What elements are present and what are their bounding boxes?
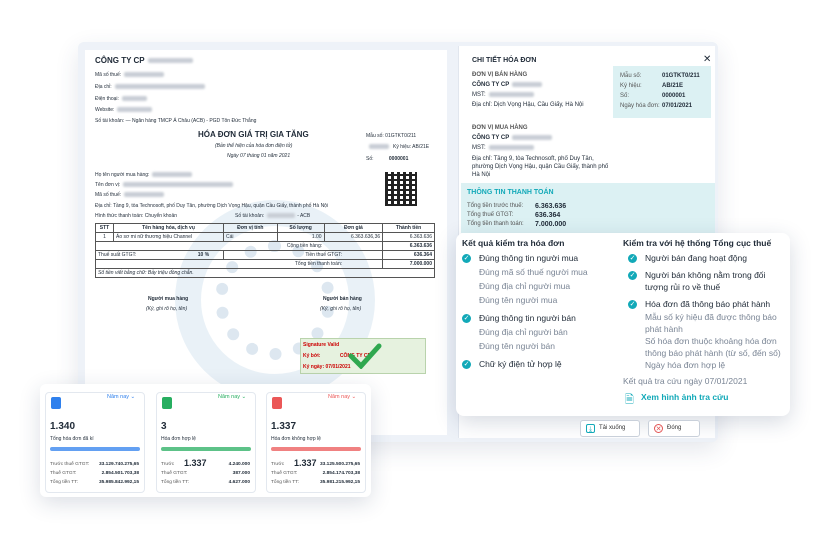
result-item: Đúng tên người bán xyxy=(479,341,556,351)
meta-value: 07/01/2021 xyxy=(662,103,693,109)
close-circle-icon: ✕ xyxy=(655,426,662,433)
buyer-address: Địa chỉ: Tầng 9, tòa Technosoft, phố Duy Tân, phường Dịch Vọng Hậu, quận Cầu Giấy, thành phố Hà Nội xyxy=(95,203,329,209)
card-label: Hóa đơn không hợp lệ xyxy=(271,436,321,442)
col-amount: Thành tiền xyxy=(383,224,435,233)
pay-value: 7.000.000 xyxy=(535,221,567,228)
card-label: Hóa đơn hợp lệ xyxy=(161,436,196,442)
seller-section-head: ĐƠN VỊ BÁN HÀNG xyxy=(472,72,528,78)
result-item: Mẫu số ký hiệu đã được thông báo xyxy=(645,312,777,322)
meta-value: AB/21E xyxy=(662,83,684,89)
card-row-label: Tổng tiền TT: xyxy=(50,480,78,485)
check-document-icon xyxy=(162,397,172,409)
total-value: 7.000.000 xyxy=(383,260,435,269)
total-label: Tổng tiền thanh toán: xyxy=(96,260,383,269)
col-unit: Đơn vị tính xyxy=(224,224,278,233)
pay-label: Tổng tiền trước thuế: xyxy=(467,203,524,209)
check-circle-icon: ✓ xyxy=(463,255,470,262)
card-bar xyxy=(161,447,251,451)
seller-no-risk-2: tượng rủi ro về thuế xyxy=(645,282,721,292)
panel-buyer-company: CÔNG TY CP xyxy=(472,135,552,141)
vat-amount-label: Tiền thuế GTGT: xyxy=(224,251,383,260)
check-circle-icon: ✓ xyxy=(629,255,636,262)
signature-ok: Chữ ký điện tử hợp lệ xyxy=(479,359,562,369)
check-circle-icon: ✓ xyxy=(629,272,636,279)
invoice-announced: Hóa đơn đã thông báo phát hành xyxy=(645,299,771,309)
meta-label: Mẫu số: xyxy=(620,73,642,79)
seller-signature-label: Người bán hàng xyxy=(323,296,362,302)
cell-price: 6.363.636,36 xyxy=(324,233,383,242)
buyer-signature-label: Người mua hàng xyxy=(148,296,189,302)
card-bar xyxy=(50,447,140,451)
result-item: thông báo phát hành (từ số, đến số) xyxy=(645,348,781,358)
meta-label: Ngày hóa đơn: xyxy=(620,103,660,109)
cell-qty: 1.00 xyxy=(277,233,324,242)
vat-amount-value: 636.364 xyxy=(383,251,435,260)
result-item: Đúng mã số thuế người mua xyxy=(479,267,588,277)
invoice-series: Ký hiệu: AB/21E xyxy=(366,144,429,150)
card-value: 3 xyxy=(161,421,167,432)
card-row-label: Thuế GTGT: xyxy=(271,471,298,476)
panel-buyer-mst: MST: xyxy=(472,145,534,151)
card-big-value: 1.337 xyxy=(294,458,317,468)
invoice-title: HÓA ĐƠN GIÁ TRỊ GIA TĂNG xyxy=(198,130,309,139)
total-row xyxy=(96,260,435,269)
card-value: 1.337 xyxy=(271,421,297,432)
buyer-section-head: ĐƠN VỊ MUA HÀNG xyxy=(472,125,528,131)
subtotal-row xyxy=(96,242,435,251)
vat-row xyxy=(96,251,435,260)
meta-value: 01GTKT0/211 xyxy=(662,73,700,79)
buyer-signature-note: (Ký, ghi rõ họ, tên) xyxy=(146,306,188,312)
col-qty: Số lượng xyxy=(277,224,324,233)
invoice-number: Số: 0000001 xyxy=(366,156,409,162)
signature-signer: Ký bởi: CÔNG TY CP xyxy=(303,353,371,359)
invoice-subtitle: (Bản thể hiện của hóa đơn điện tử) xyxy=(215,143,293,149)
signature-date: Ký ngày: 07/01/2021 xyxy=(303,364,351,370)
cell-amount: 6.363.636 xyxy=(383,233,435,242)
x-document-icon xyxy=(272,397,282,409)
cell-unit: Cái xyxy=(224,233,278,242)
buyer-name: Họ tên người mua hàng: xyxy=(95,172,192,178)
seller-info-ok: Đúng thông tin người bán xyxy=(479,313,576,323)
view-lookup-image-link[interactable]: Xem hình ảnh tra cứu xyxy=(641,392,729,402)
card-row-value: 33.125.500.275,65 xyxy=(319,462,360,467)
buyer-mst: Mã số thuế: xyxy=(95,192,164,198)
card-row-value: 33.129.740.275,65 xyxy=(98,462,139,467)
amount-in-words: Số tiền viết bằng chữ: Bảy triệu đồng chẵn. xyxy=(96,269,435,278)
pay-value: 6.363.636 xyxy=(535,203,567,210)
seller-address: Địa chỉ: xyxy=(95,84,205,90)
meta-label: Số: xyxy=(620,93,630,99)
pay-value: 636.364 xyxy=(535,212,561,219)
seller-website: Website: xyxy=(95,107,152,113)
close-icon[interactable]: ✕ xyxy=(703,54,712,65)
table-row xyxy=(96,233,435,242)
payment-head: THÔNG TIN THANH TOÁN xyxy=(467,189,554,196)
card-row-label: Trước thuế GTGT: xyxy=(50,462,90,467)
result-item: phát hành xyxy=(645,324,683,334)
period-dropdown[interactable]: Năm nay ⌄ xyxy=(328,394,357,400)
period-dropdown[interactable]: Năm nay ⌄ xyxy=(218,394,247,400)
card-row-label: Trước xyxy=(271,462,285,467)
check-circle-icon: ✓ xyxy=(463,361,470,368)
result-item: Đúng địa chỉ người bán xyxy=(479,327,568,337)
seller-no-risk: Người bán không nằm trong đối xyxy=(645,270,766,280)
download-button[interactable]: ⤓ Tải xuống xyxy=(580,420,640,437)
card-row-label: Thuế GTGT: xyxy=(161,471,188,476)
checkmark-icon xyxy=(348,343,382,369)
card-label: Tổng hóa đơn đã kí xyxy=(50,436,94,442)
close-button[interactable]: ✕ Đóng xyxy=(648,420,700,437)
seller-signature-note: (Ký, ghi rõ họ, tên) xyxy=(320,306,362,312)
pay-label: Tổng tiền thanh toán: xyxy=(467,221,524,227)
col-item: Tên hàng hóa, dịch vụ xyxy=(114,224,224,233)
seller-bank: Số tài khoản: — Ngân hàng TMCP Á Châu (ACB) - PGD Tôn Đức Thắng xyxy=(95,118,257,124)
card-row-value: 2.854.174.703,38 xyxy=(322,471,360,476)
card-row-label: Trước xyxy=(161,462,175,467)
card-row-value: 35.981.215.992,15 xyxy=(319,480,360,485)
cell-stt: 1 xyxy=(96,233,114,242)
card-row-label: Tổng tiền TT: xyxy=(161,480,189,485)
subtotal-value: 6.363.636 xyxy=(383,242,435,251)
panel-seller-mst: MST: xyxy=(472,92,534,98)
panel-seller-address: Địa chỉ: Dịch Vọng Hậu, Cầu Giấy, Hà Nội xyxy=(472,102,584,108)
invoice-company: CÔNG TY CP xyxy=(95,58,193,64)
result-item: Đúng địa chỉ người mua xyxy=(479,281,571,291)
result-item: Số hóa đơn thuộc khoảng hóa đơn xyxy=(645,336,777,346)
results-right-head: Kiểm tra với hệ thống Tổng cục thuế xyxy=(623,238,772,248)
buyer-info-ok: Đúng thông tin người mua xyxy=(479,253,579,263)
seller-active: Người bán đang hoạt động xyxy=(645,253,748,263)
invoice-form: Mẫu số: 01GTKT0/211 xyxy=(366,133,417,139)
words-row xyxy=(96,269,435,278)
card-row-value: 4.627.000 xyxy=(228,480,250,485)
card-big-value: 1.337 xyxy=(184,458,207,468)
table-header xyxy=(96,224,435,233)
card-bar xyxy=(271,447,361,451)
panel-title: CHI TIẾT HÓA ĐƠN xyxy=(472,57,537,64)
buyer-unit: Tên đơn vị: xyxy=(95,182,233,188)
invoice-items-table xyxy=(95,223,435,278)
check-circle-icon: ✓ xyxy=(629,301,636,308)
card-row-value: 35.985.842.992,15 xyxy=(98,480,139,485)
card-row-value: 4.240.000 xyxy=(228,462,250,467)
lookup-result-date: Kết quả tra cứu ngày 07/01/2021 xyxy=(623,376,748,386)
result-item: Ngày hóa đơn hợp lệ xyxy=(645,360,726,370)
card-row-value: 387.000 xyxy=(232,471,250,476)
col-price: Đơn giá xyxy=(324,224,383,233)
results-left-head: Kết quả kiểm tra hóa đơn xyxy=(462,238,565,248)
document-icon xyxy=(51,397,61,409)
panel-seller-company: CÔNG TY CP xyxy=(472,82,542,88)
qr-code xyxy=(385,172,417,206)
meta-label: Ký hiệu: xyxy=(620,83,642,89)
panel-buyer-address: Địa chỉ: Tầng 9, tòa Technosoft, phố Duy Tân, phường Dịch Vọng Hậu, quận Cầu Giấy, thành phố Hà Nội xyxy=(472,156,609,178)
seller-mst: Mã số thuế: xyxy=(95,72,164,78)
subtotal-label: Cộng tiền hàng: xyxy=(96,242,383,251)
cell-item: Áo sơ mi nữ thương hiệu Channel xyxy=(114,233,224,242)
card-row-label: Thuế GTGT: xyxy=(50,471,77,476)
result-item: Đúng tên người mua xyxy=(479,295,558,305)
card-row-value: 2.854.501.703,38 xyxy=(101,471,139,476)
file-check-icon: 🗎 xyxy=(625,394,634,406)
download-icon: ⤓ xyxy=(586,424,595,433)
check-circle-icon: ✓ xyxy=(463,315,470,322)
payment-method: Hình thức thanh toán: Chuyển khoản xyxy=(95,213,178,219)
pay-label: Tổng thuế GTGT: xyxy=(467,212,514,218)
card-row-label: Tổng tiền TT: xyxy=(271,480,299,485)
buyer-account: Số tài khoản: - ACB xyxy=(235,213,311,219)
signature-valid: Signature Valid xyxy=(303,342,340,348)
seller-phone: Điện thoại: xyxy=(95,96,147,102)
card-value: 1.340 xyxy=(50,421,76,432)
period-dropdown[interactable]: Năm nay ⌄ xyxy=(107,394,136,400)
col-stt: STT xyxy=(96,224,114,233)
vat-rate-cell: Thuế suất GTGT: 10 % xyxy=(96,251,224,260)
invoice-date: Ngày 07 tháng 01 năm 2021 xyxy=(227,153,291,159)
meta-value: 0000001 xyxy=(662,93,686,99)
